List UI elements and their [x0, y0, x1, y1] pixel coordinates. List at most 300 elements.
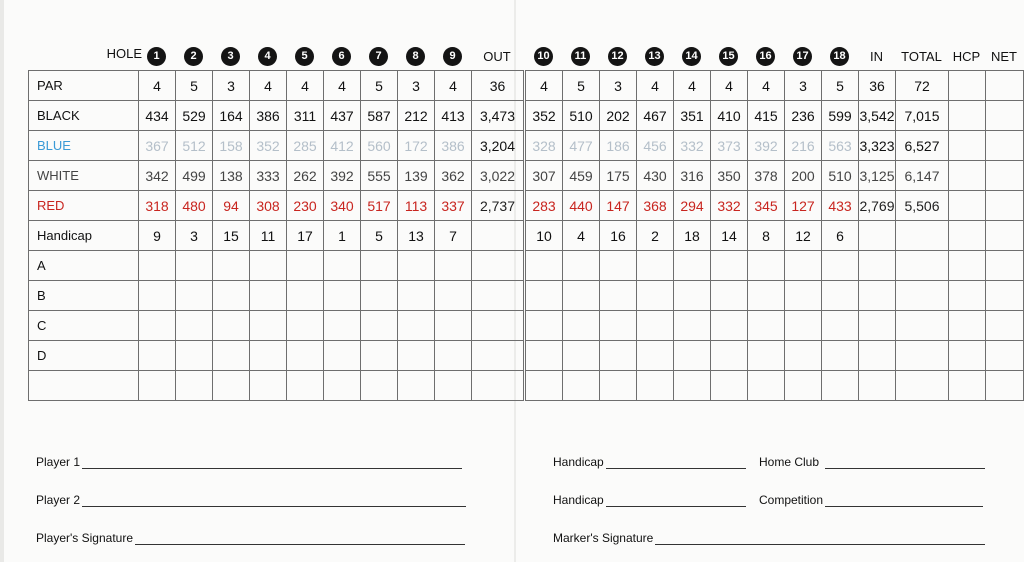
hole-18-cell[interactable] — [822, 341, 859, 371]
player1-line[interactable] — [82, 456, 462, 469]
hole-15-cell[interactable] — [711, 371, 748, 401]
total-cell[interactable] — [896, 341, 949, 371]
hole-16-cell: 392 — [748, 131, 785, 161]
hole-2-cell[interactable] — [176, 371, 213, 401]
hole-9-cell[interactable] — [435, 341, 472, 371]
hole-9-cell: 362 — [435, 161, 472, 191]
hole-14-cell: 332 — [674, 131, 711, 161]
hole-17-cell: 12 — [785, 221, 822, 251]
out-cell[interactable] — [472, 371, 524, 401]
out-cell: 3,022 — [472, 161, 524, 191]
hole-8-cell[interactable] — [398, 371, 435, 401]
in-cell: 36 — [859, 71, 896, 101]
net-header-text: NET — [991, 48, 1017, 64]
hole-3-cell[interactable] — [213, 341, 250, 371]
hole-18-cell: 563 — [822, 131, 859, 161]
hole-label: HOLE — [106, 46, 142, 61]
hole-9-cell: 7 — [435, 221, 472, 251]
hole-5-cell: 17 — [287, 221, 324, 251]
hole-1-header — [138, 44, 175, 68]
hole-8-cell: 212 — [398, 101, 435, 131]
hole-1-cell[interactable] — [139, 281, 176, 311]
hole-15-cell: 350 — [711, 161, 748, 191]
out-cell: 3,204 — [472, 131, 524, 161]
hole-2-cell: 529 — [176, 101, 213, 131]
hole-9-cell: 413 — [435, 101, 472, 131]
marker-signature-field[interactable] — [553, 531, 985, 545]
hole-14-cell[interactable] — [674, 341, 711, 371]
hole-7-header — [360, 44, 397, 68]
net-cell[interactable] — [986, 311, 1024, 341]
hole-11-header — [562, 44, 599, 68]
hole-3-cell: 158 — [213, 131, 250, 161]
hole-15-cell: 410 — [711, 101, 748, 131]
hole-9-cell[interactable] — [435, 281, 472, 311]
hole-13-cell[interactable] — [637, 251, 674, 281]
net-cell[interactable] — [986, 251, 1024, 281]
hole-17-cell: 3 — [785, 71, 822, 101]
hole-17-cell[interactable] — [785, 281, 822, 311]
hole-11-cell[interactable] — [563, 371, 600, 401]
hole-5-cell: 230 — [287, 191, 324, 221]
hole-18-cell: 433 — [822, 191, 859, 221]
home-club-line[interactable] — [825, 456, 985, 469]
hole-7-cell[interactable] — [361, 371, 398, 401]
hole-4-cell: 386 — [250, 101, 287, 131]
hole-10-cell: 4 — [526, 71, 563, 101]
in-cell[interactable] — [859, 251, 896, 281]
hole-number-icon: 18 — [830, 47, 849, 66]
hole-3-cell[interactable] — [213, 251, 250, 281]
hole-14-cell[interactable] — [674, 281, 711, 311]
hole-4-cell[interactable] — [250, 371, 287, 401]
hole-9-cell: 4 — [435, 71, 472, 101]
hole-4-cell[interactable] — [250, 251, 287, 281]
player1-field[interactable] — [36, 455, 462, 469]
hole-8-cell: 13 — [398, 221, 435, 251]
net-cell — [986, 131, 1024, 161]
hole-11-cell[interactable] — [563, 281, 600, 311]
hole-5-cell[interactable] — [287, 251, 324, 281]
hole-12-cell[interactable] — [600, 251, 637, 281]
hole-1-cell[interactable] — [139, 341, 176, 371]
hole-5-header — [286, 44, 323, 68]
hole-10-cell[interactable] — [526, 341, 563, 371]
hole-14-cell: 4 — [674, 71, 711, 101]
hole-6-cell: 392 — [324, 161, 361, 191]
hole-6-cell[interactable] — [324, 311, 361, 341]
in-cell: 3,542 — [859, 101, 896, 131]
hole-number-icon: 13 — [645, 47, 664, 66]
hole-2-cell[interactable] — [176, 251, 213, 281]
hole-13-cell: 2 — [637, 221, 674, 251]
in-cell: 2,769 — [859, 191, 896, 221]
hole-2-cell: 5 — [176, 71, 213, 101]
row-label: D — [29, 341, 139, 371]
net-cell[interactable] — [986, 281, 1024, 311]
hole-10-header — [525, 44, 562, 68]
hole-3-cell: 94 — [213, 191, 250, 221]
hole-14-header — [673, 44, 710, 68]
hole-9-cell: 386 — [435, 131, 472, 161]
hcp-cell[interactable] — [949, 251, 986, 281]
hole-1-cell: 9 — [139, 221, 176, 251]
home-club-field[interactable] — [759, 455, 985, 469]
hole-number-icon: 4 — [258, 47, 277, 66]
hole-4-cell: 11 — [250, 221, 287, 251]
net-cell[interactable] — [986, 371, 1024, 401]
hole-8-cell[interactable] — [398, 251, 435, 281]
out-cell[interactable] — [472, 281, 524, 311]
hole-number-icon: 3 — [221, 47, 240, 66]
hole-10-cell[interactable] — [526, 311, 563, 341]
total-cell: 6,147 — [896, 161, 949, 191]
hole-12-cell[interactable] — [600, 371, 637, 401]
hole-7-cell: 5 — [361, 71, 398, 101]
hole-12-cell[interactable] — [600, 281, 637, 311]
hole-number-icon: 1 — [147, 47, 166, 66]
hole-4-cell[interactable] — [250, 281, 287, 311]
hole-8-cell: 172 — [398, 131, 435, 161]
total-cell: 7,015 — [896, 101, 949, 131]
player1-label: Player 1 — [36, 455, 81, 469]
in-cell[interactable] — [859, 311, 896, 341]
hole-13-cell: 430 — [637, 161, 674, 191]
hole-18-cell: 5 — [822, 71, 859, 101]
hole-10-cell: 307 — [526, 161, 563, 191]
hole-11-cell: 4 — [563, 221, 600, 251]
hole-number-icon: 6 — [332, 47, 351, 66]
net-cell[interactable] — [986, 341, 1024, 371]
hole-18-cell[interactable] — [822, 251, 859, 281]
hole-16-cell[interactable] — [748, 251, 785, 281]
hole-13-cell[interactable] — [637, 311, 674, 341]
hole-number-icon: 15 — [719, 47, 738, 66]
hole-16-header — [747, 44, 784, 68]
hole-9-cell[interactable] — [435, 371, 472, 401]
hole-number-icon: 9 — [443, 47, 462, 66]
hole-16-cell[interactable] — [748, 281, 785, 311]
hole-5-cell: 4 — [287, 71, 324, 101]
hole-16-cell[interactable] — [748, 311, 785, 341]
hole-6-cell[interactable] — [324, 251, 361, 281]
hole-15-cell[interactable] — [711, 251, 748, 281]
hole-6-cell[interactable] — [324, 341, 361, 371]
marker-signature-line[interactable] — [655, 532, 985, 545]
hole-12-cell[interactable] — [600, 341, 637, 371]
hole-8-cell: 3 — [398, 71, 435, 101]
hole-9-cell[interactable] — [435, 311, 472, 341]
hole-1-cell[interactable] — [139, 251, 176, 281]
hcp-cell[interactable] — [949, 341, 986, 371]
hole-17-cell[interactable] — [785, 371, 822, 401]
scorecard-table — [28, 70, 1024, 401]
in-header-text: IN — [870, 48, 883, 64]
total-cell[interactable] — [896, 311, 949, 341]
hole-8-cell[interactable] — [398, 341, 435, 371]
hole-11-cell: 510 — [563, 101, 600, 131]
hole-14-cell: 316 — [674, 161, 711, 191]
hole-13-cell: 4 — [637, 71, 674, 101]
hole-3-cell[interactable] — [213, 281, 250, 311]
in-cell[interactable] — [859, 341, 896, 371]
hole-18-cell[interactable] — [822, 371, 859, 401]
hole-1-cell: 434 — [139, 101, 176, 131]
hole-7-cell: 587 — [361, 101, 398, 131]
hole-number-icon: 12 — [608, 47, 627, 66]
hole-13-cell: 368 — [637, 191, 674, 221]
out-cell[interactable] — [472, 251, 524, 281]
row-label: B — [29, 281, 139, 311]
hcp-cell[interactable] — [949, 311, 986, 341]
row-label: RED — [29, 191, 139, 221]
hole-6-header — [323, 44, 360, 68]
hole-14-cell[interactable] — [674, 311, 711, 341]
hole-7-cell: 517 — [361, 191, 398, 221]
out-cell[interactable] — [472, 341, 524, 371]
hole-12-cell: 16 — [600, 221, 637, 251]
hole-16-cell[interactable] — [748, 341, 785, 371]
hole-8-cell[interactable] — [398, 281, 435, 311]
hole-6-cell[interactable] — [324, 281, 361, 311]
hole-14-cell[interactable] — [674, 251, 711, 281]
total-header-text: TOTAL — [901, 48, 942, 64]
out-cell: 3,473 — [472, 101, 524, 131]
hole-13-cell: 467 — [637, 101, 674, 131]
hole-11-cell[interactable] — [563, 251, 600, 281]
hole-number-icon: 10 — [534, 47, 553, 66]
hole-10-cell: 352 — [526, 101, 563, 131]
scorecard-row-red — [29, 191, 1024, 221]
hole-12-header — [599, 44, 636, 68]
hole-3-header — [212, 44, 249, 68]
hole-3-cell[interactable] — [213, 371, 250, 401]
hcp-cell[interactable] — [949, 371, 986, 401]
handicap1-line[interactable] — [606, 456, 746, 469]
total-cell — [896, 221, 949, 251]
hole-number-icon: 17 — [793, 47, 812, 66]
player-signature-field[interactable] — [36, 531, 465, 545]
hole-9-cell: 337 — [435, 191, 472, 221]
row-label: Handicap — [29, 221, 139, 251]
hole-12-cell[interactable] — [600, 311, 637, 341]
hole-number-icon: 14 — [682, 47, 701, 66]
hole-17-header — [784, 44, 821, 68]
hole-12-cell: 186 — [600, 131, 637, 161]
hole-13-cell[interactable] — [637, 341, 674, 371]
in-header — [858, 44, 895, 68]
hole-15-cell: 14 — [711, 221, 748, 251]
row-label: BLUE — [29, 131, 139, 161]
hole-3-cell: 164 — [213, 101, 250, 131]
hole-10-cell: 10 — [526, 221, 563, 251]
hole-5-cell[interactable] — [287, 371, 324, 401]
hole-number-icon: 16 — [756, 47, 775, 66]
player2-field[interactable] — [36, 493, 466, 507]
hole-14-cell[interactable] — [674, 371, 711, 401]
hole-17-cell[interactable] — [785, 341, 822, 371]
hole-7-cell: 5 — [361, 221, 398, 251]
hole-3-cell[interactable] — [213, 311, 250, 341]
hole-1-cell: 367 — [139, 131, 176, 161]
hole-12-cell: 175 — [600, 161, 637, 191]
hole-number-icon: 8 — [406, 47, 425, 66]
hole-5-cell[interactable] — [287, 341, 324, 371]
hcp-cell — [949, 191, 986, 221]
row-label — [29, 371, 139, 401]
hole-1-cell[interactable] — [139, 311, 176, 341]
hole-2-cell[interactable] — [176, 281, 213, 311]
competition-label: Competition — [759, 493, 824, 507]
hcp-header-text: HCP — [952, 48, 981, 64]
hole-11-cell: 477 — [563, 131, 600, 161]
hcp-cell — [949, 101, 986, 131]
hole-5-cell: 285 — [287, 131, 324, 161]
hole-15-cell[interactable] — [711, 341, 748, 371]
hole-4-cell[interactable] — [250, 341, 287, 371]
hole-7-cell[interactable] — [361, 341, 398, 371]
net-cell — [986, 101, 1024, 131]
player2-line[interactable] — [82, 494, 466, 507]
hole-17-cell: 236 — [785, 101, 822, 131]
out-header — [471, 44, 523, 68]
total-cell: 72 — [896, 71, 949, 101]
hole-8-cell: 139 — [398, 161, 435, 191]
total-cell: 5,506 — [896, 191, 949, 221]
competition-line[interactable] — [825, 494, 983, 507]
hole-2-cell[interactable] — [176, 341, 213, 371]
hole-18-cell: 510 — [822, 161, 859, 191]
hole-3-cell: 15 — [213, 221, 250, 251]
hole-8-header — [397, 44, 434, 68]
hole-15-cell: 4 — [711, 71, 748, 101]
hole-8-cell[interactable] — [398, 311, 435, 341]
hcp-cell — [949, 221, 986, 251]
hole-7-cell[interactable] — [361, 281, 398, 311]
hole-2-cell: 512 — [176, 131, 213, 161]
total-cell[interactable] — [896, 251, 949, 281]
scorecard-row-d — [29, 341, 1024, 371]
row-label: PAR — [29, 71, 139, 101]
home-club-label: Home Club — [759, 455, 820, 469]
hcp-header — [948, 44, 985, 68]
hole-16-cell[interactable] — [748, 371, 785, 401]
player-signature-label: Player's Signature — [36, 531, 134, 545]
hole-6-cell: 4 — [324, 71, 361, 101]
hole-15-cell[interactable] — [711, 281, 748, 311]
hole-4-cell[interactable] — [250, 311, 287, 341]
hole-9-header — [434, 44, 471, 68]
hole-5-cell[interactable] — [287, 281, 324, 311]
total-cell[interactable] — [896, 281, 949, 311]
hole-5-cell: 311 — [287, 101, 324, 131]
hole-6-cell: 340 — [324, 191, 361, 221]
scorecard-row-blank — [29, 371, 1024, 401]
hole-10-cell[interactable] — [526, 371, 563, 401]
hole-7-cell[interactable] — [361, 311, 398, 341]
hole-2-cell: 499 — [176, 161, 213, 191]
row-label: BLACK — [29, 101, 139, 131]
handicap1-label: Handicap — [553, 455, 604, 469]
hole-5-cell[interactable] — [287, 311, 324, 341]
in-cell — [859, 221, 896, 251]
hole-2-cell: 3 — [176, 221, 213, 251]
scorecard-row-b — [29, 281, 1024, 311]
hole-11-cell[interactable] — [563, 341, 600, 371]
hole-6-cell: 437 — [324, 101, 361, 131]
out-cell: 2,737 — [472, 191, 524, 221]
player-signature-line[interactable] — [135, 532, 465, 545]
hole-12-cell: 147 — [600, 191, 637, 221]
in-cell[interactable] — [859, 371, 896, 401]
hole-1-cell: 318 — [139, 191, 176, 221]
hole-number-icon: 7 — [369, 47, 388, 66]
scorecard-row-par — [29, 71, 1024, 101]
out-cell: 36 — [472, 71, 524, 101]
hole-18-cell: 599 — [822, 101, 859, 131]
scorecard-row-hcp — [29, 221, 1024, 251]
hole-10-cell[interactable] — [526, 251, 563, 281]
hole-1-cell: 4 — [139, 71, 176, 101]
scorecard-row-a — [29, 251, 1024, 281]
competition-field[interactable] — [759, 493, 983, 507]
hole-1-cell: 342 — [139, 161, 176, 191]
hole-2-cell: 480 — [176, 191, 213, 221]
handicap2-label: Handicap — [553, 493, 604, 507]
hole-17-cell[interactable] — [785, 251, 822, 281]
hole-17-cell[interactable] — [785, 311, 822, 341]
total-cell[interactable] — [896, 371, 949, 401]
hole-10-cell[interactable] — [526, 281, 563, 311]
hole-12-cell: 3 — [600, 71, 637, 101]
hole-6-cell[interactable] — [324, 371, 361, 401]
handicap2-line[interactable] — [606, 494, 746, 507]
hole-16-cell: 378 — [748, 161, 785, 191]
hole-9-cell[interactable] — [435, 251, 472, 281]
hole-10-cell: 328 — [526, 131, 563, 161]
player2-label: Player 2 — [36, 493, 81, 507]
hole-11-cell[interactable] — [563, 311, 600, 341]
hole-13-header — [636, 44, 673, 68]
hole-18-cell[interactable] — [822, 281, 859, 311]
hole-5-cell: 262 — [287, 161, 324, 191]
total-cell: 6,527 — [896, 131, 949, 161]
out-cell[interactable] — [472, 311, 524, 341]
hcp-cell[interactable] — [949, 281, 986, 311]
hole-18-cell[interactable] — [822, 311, 859, 341]
hole-15-cell[interactable] — [711, 311, 748, 341]
hole-14-cell: 18 — [674, 221, 711, 251]
in-cell[interactable] — [859, 281, 896, 311]
hole-2-cell[interactable] — [176, 311, 213, 341]
hole-8-cell: 113 — [398, 191, 435, 221]
hole-7-cell[interactable] — [361, 251, 398, 281]
hole-16-cell: 4 — [748, 71, 785, 101]
net-cell — [986, 191, 1024, 221]
hole-18-header — [821, 44, 858, 68]
hole-number-icon: 2 — [184, 47, 203, 66]
hole-13-cell[interactable] — [637, 371, 674, 401]
handicap2-field[interactable] — [553, 493, 746, 507]
hole-13-cell[interactable] — [637, 281, 674, 311]
hole-6-cell: 412 — [324, 131, 361, 161]
hole-4-cell: 333 — [250, 161, 287, 191]
hole-15-cell: 332 — [711, 191, 748, 221]
hole-1-cell[interactable] — [139, 371, 176, 401]
hole-18-cell: 6 — [822, 221, 859, 251]
handicap1-field[interactable] — [553, 455, 746, 469]
hcp-cell — [949, 71, 986, 101]
